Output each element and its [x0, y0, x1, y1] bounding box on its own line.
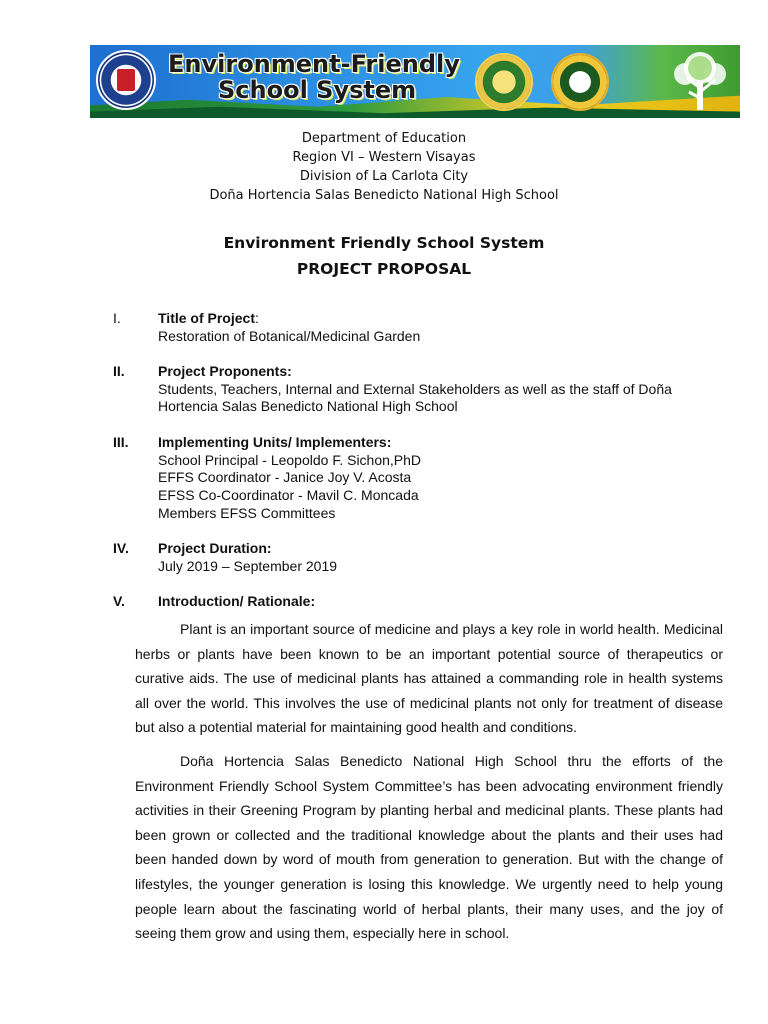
rationale-paragraph-1: Plant is an important source of medicine and plays a key role in world health. Medicinal herbs or plants have been known to be an important potential source of therapeutics or curative aids. The use of medicinal plants has attained a commanding role in health systems all over the world. This involves the use of medicinal plants not only for treatment of disease but also a potential material for maintaining good health and conditions.: [135, 621, 723, 736]
banner-title-line2: School System: [218, 76, 417, 104]
rationale-paragraph-2: Doña Hortencia Salas Benedicto National High School thru the efforts of the Environment Friendly School System Committee’s has been advocating environment friendly activities in their Greening Program by planting herbal and medicinal plants. These plants had been grown or collected and the traditional knowledge about the plants and their uses had been handed down by word of mouth from generation to generation. But with the change of lifestyles, the younger generation is losing this knowledge. We urgently need to help young people learn about the fascinating world of herbal plants, their many uses, and the joy of seeing them grow and using them, especially here in school.: [135, 753, 723, 942]
section-line: Students, Teachers, Internal and External Stakeholders as well as the staff of Doña: [158, 380, 672, 397]
header-department: Department of Education: [301, 131, 467, 146]
banner-title-line1: Environment-Friendly: [168, 50, 460, 78]
section-number: II.: [113, 363, 125, 379]
section-heading: Title of Project: [158, 310, 255, 326]
section-title-of-project: [113, 310, 733, 345]
section-number: V.: [113, 593, 125, 609]
section-line: EFSS Co-Coordinator - Mavil C. Moncada: [158, 487, 419, 504]
header-block: [0, 129, 768, 205]
section-project-proponents: [113, 363, 733, 416]
banner-title: [168, 51, 460, 103]
section-number: I.: [113, 310, 121, 326]
section-heading: Implementing Units/ Implementers:: [158, 434, 392, 450]
header-region: Region VI – Western Visayas: [292, 150, 476, 165]
section-number: III.: [113, 434, 129, 450]
section-implementing-units: [113, 434, 733, 523]
section-line: Members EFSS Committees: [158, 504, 336, 521]
school-seal-icon: [551, 53, 609, 111]
section-line: Restoration of Botanical/Medicinal Garden: [158, 327, 421, 344]
section-heading-colon: :: [254, 310, 259, 326]
section-heading: Project Duration:: [158, 540, 272, 556]
section-line: EFFS Coordinator - Janice Joy V. Acosta: [158, 469, 412, 486]
document-title-line1: Environment Friendly School System: [223, 234, 545, 252]
document-title: [0, 230, 768, 282]
tree-icon: [665, 48, 735, 114]
city-seal-icon: [475, 53, 533, 111]
section-line: Hortencia Salas Benedicto National High School: [158, 398, 458, 415]
header-banner: [90, 45, 740, 118]
deped-seal-icon: [96, 50, 156, 110]
document-title-line2: PROJECT PROPOSAL: [296, 260, 472, 278]
section-heading: Introduction/ Rationale:: [158, 593, 316, 609]
section-line: July 2019 – September 2019: [158, 557, 338, 574]
section-line: School Principal - Leopoldo F. Sichon,PhD: [158, 451, 422, 468]
section-heading: Project Proponents:: [158, 363, 292, 379]
header-school: Doña Hortencia Salas Benedicto National High School: [209, 188, 559, 203]
section-introduction: [113, 593, 733, 611]
section-number: IV.: [113, 540, 129, 556]
header-division: Division of La Carlota City: [299, 169, 469, 184]
section-project-duration: [113, 540, 733, 575]
